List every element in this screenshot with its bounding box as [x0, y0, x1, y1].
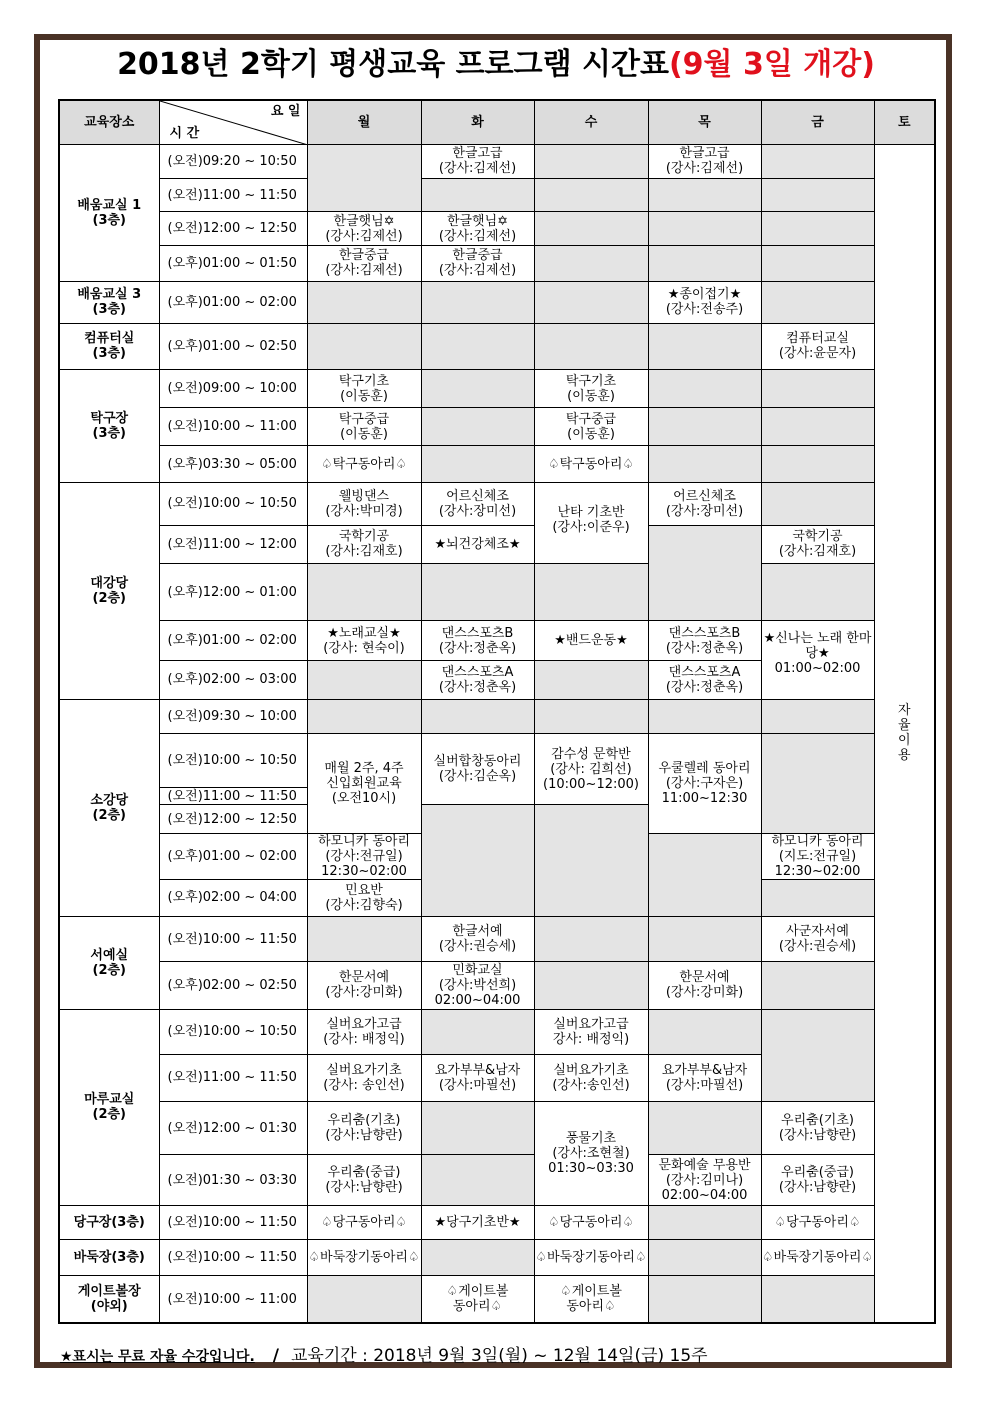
footer: [60, 1341, 708, 1366]
class-cell: ♤탁구동아리♤: [307, 446, 421, 482]
day-tue: 화: [421, 100, 534, 144]
empty-cell: [761, 212, 874, 246]
saturday-cell: 자 율 이 용: [874, 144, 935, 1323]
class-cell: ★뇌건강체조★: [421, 525, 534, 563]
empty-cell: [648, 408, 761, 446]
class-cell: 하모니카 동아리 (강사:전규일) 12:30~02:00: [307, 833, 421, 879]
place-cell: 마루교실 (2층): [59, 1009, 159, 1205]
time-cell: (오전)10:00 ~ 10:50: [159, 734, 307, 788]
class-cell: ♤바둑장기동아리♤: [761, 1239, 874, 1275]
time-cell: (오전)11:00 ~ 11:50: [159, 178, 307, 211]
empty-cell: [761, 564, 874, 621]
day-mon: 월: [307, 100, 421, 144]
place-cell: 배움교실 1 (3층): [59, 144, 159, 281]
title-highlight: (9월 3일 개강): [668, 47, 875, 82]
time-cell: (오전)10:00 ~ 10:50: [159, 482, 307, 525]
class-cell: ♤바둑장기동아리♤: [534, 1239, 648, 1275]
time-cell: (오후)01:00 ~ 02:00: [159, 833, 307, 879]
class-cell: 한글서예 (강사:권승세): [421, 917, 534, 962]
time-cell: (오후)02:00 ~ 02:50: [159, 962, 307, 1009]
time-cell: (오후)01:00 ~ 02:50: [159, 323, 307, 369]
empty-cell: [421, 805, 534, 917]
empty-cell: [307, 281, 421, 323]
class-cell: 풍물기초 (강사:조현철) 01:30~03:30: [534, 1102, 648, 1206]
time-cell: (오전)10:00 ~ 11:00: [159, 408, 307, 446]
place-cell: 대강당 (2층): [59, 482, 159, 699]
empty-cell: [534, 178, 648, 211]
place-cell: 컴퓨터실 (3층): [59, 323, 159, 369]
class-cell: 한글중급 (강사:김제선): [421, 246, 534, 281]
time-cell: (오후)01:00 ~ 02:00: [159, 281, 307, 323]
empty-cell: [421, 1239, 534, 1275]
empty-cell: [648, 833, 761, 916]
time-cell: (오전)12:00 ~ 01:30: [159, 1102, 307, 1155]
class-cell: 실버요가기초 (강사:송인선): [534, 1054, 648, 1101]
time-cell: (오후)02:00 ~ 03:00: [159, 660, 307, 699]
class-cell: 웰빙댄스 (강사:박미경): [307, 482, 421, 525]
time-cell: (오전)10:00 ~ 11:50: [159, 917, 307, 962]
empty-cell: [648, 699, 761, 733]
time-cell: (오전)10:00 ~ 10:50: [159, 1009, 307, 1054]
time-cell: (오전)11:00 ~ 11:50: [159, 1054, 307, 1101]
empty-cell: [761, 1276, 874, 1323]
class-cell: 탁구중급 (이동훈): [534, 408, 648, 446]
time-cell: (오전)11:00 ~ 11:50: [159, 788, 307, 805]
empty-cell: [421, 178, 534, 211]
empty-cell: [421, 408, 534, 446]
class-cell: 요가부부&남자 (강사:마필선): [648, 1054, 761, 1101]
empty-cell: [534, 323, 648, 369]
time-cell: (오전)09:20 ~ 10:50: [159, 144, 307, 178]
class-cell: ♤당구동아리♤: [761, 1205, 874, 1239]
class-cell: 한문서예 (강사:강미화): [307, 962, 421, 1009]
place-cell: 배움교실 3 (3층): [59, 281, 159, 323]
class-cell: ★당구기초반★: [421, 1205, 534, 1239]
empty-cell: [307, 917, 421, 962]
class-cell: ★신나는 노래 한마당★ 01:00~02:00: [761, 621, 874, 699]
class-cell: 민요반 (강사:김향숙): [307, 879, 421, 916]
class-cell: 댄스스포츠B (강사:정춘옥): [648, 621, 761, 660]
class-cell: 국학기공 (강사:김재호): [761, 525, 874, 563]
empty-cell: [761, 962, 874, 1009]
class-cell: ♤바둑장기동아리♤: [307, 1239, 421, 1275]
class-cell: 실버요가고급 (강사: 배정익): [307, 1009, 421, 1054]
education-period: 교육기간 : 2018년 9월 3일(월) ~ 12월 14일(금) 15주: [291, 1346, 708, 1366]
class-cell: 탁구중급 (이동훈): [307, 408, 421, 446]
empty-cell: [761, 408, 874, 446]
empty-cell: [761, 879, 874, 916]
class-cell: 한글햇님✡ (강사:김제선): [307, 212, 421, 246]
place-cell: 서예실 (2층): [59, 917, 159, 1010]
class-cell: 실버합창동아리 (강사:김순옥): [421, 734, 534, 805]
class-cell: 탁구기초 (이동훈): [307, 369, 421, 407]
header-time-label: 시 간: [169, 125, 200, 141]
empty-cell: [648, 1009, 761, 1054]
class-cell: ♤당구동아리♤: [307, 1205, 421, 1239]
day-sat: 토: [874, 100, 935, 144]
empty-cell: [761, 369, 874, 407]
class-cell: 난타 기초반 (강사:이준우): [534, 482, 648, 563]
class-cell: 매월 2주, 4주 신입회원교육 (오전10시): [307, 734, 421, 834]
time-cell: (오후)01:00 ~ 01:50: [159, 246, 307, 281]
class-cell: 어르신체조 (강사:장미선): [648, 482, 761, 525]
day-fri: 금: [761, 100, 874, 144]
class-cell: 한글중급 (강사:김제선): [307, 246, 421, 281]
class-cell: 한글고급 (강사:김제선): [421, 144, 534, 178]
time-cell: (오후)02:00 ~ 04:00: [159, 879, 307, 916]
day-thu: 목: [648, 100, 761, 144]
empty-cell: [648, 525, 761, 621]
header-diagonal: [159, 100, 307, 144]
class-cell: ★종이접기★ (강사:전송주): [648, 281, 761, 323]
time-cell: (오전)12:00 ~ 12:50: [159, 805, 307, 833]
class-cell: 국학기공 (강사:김재호): [307, 525, 421, 563]
timetable: [58, 99, 936, 1324]
empty-cell: [421, 1155, 534, 1205]
empty-cell: [534, 917, 648, 962]
empty-cell: [534, 805, 648, 917]
empty-cell: [761, 246, 874, 281]
place-cell: 당구장(3층): [59, 1205, 159, 1239]
time-cell: (오전)09:00 ~ 10:00: [159, 369, 307, 407]
class-cell: 우리춤(기초) (강사:남향란): [761, 1102, 874, 1155]
class-cell: ♤당구동아리♤: [534, 1205, 648, 1239]
empty-cell: [761, 734, 874, 834]
place-cell: 탁구장 (3층): [59, 369, 159, 482]
class-cell: 우리춤(중급) (강사:남향란): [761, 1155, 874, 1205]
class-cell: 우쿨렐레 동아리 (강사:구자은) 11:00~12:30: [648, 734, 761, 834]
empty-cell: [648, 1276, 761, 1323]
class-cell: 어르신체조 (강사:장미선): [421, 482, 534, 525]
empty-cell: [534, 246, 648, 281]
time-cell: (오후)12:00 ~ 01:00: [159, 564, 307, 621]
empty-cell: [761, 178, 874, 211]
empty-cell: [648, 369, 761, 407]
empty-cell: [648, 446, 761, 482]
empty-cell: [534, 962, 648, 1009]
class-cell: 한글고급 (강사:김제선): [648, 144, 761, 178]
title-main: 2018년 2학기 평생교육 프로그램 시간표: [117, 47, 669, 82]
empty-cell: [648, 1239, 761, 1275]
class-cell: 실버요가기초 (강사: 송인선): [307, 1054, 421, 1101]
empty-cell: [761, 446, 874, 482]
empty-cell: [421, 564, 534, 621]
class-cell: ★노래교실★ (강사: 현숙이): [307, 621, 421, 660]
class-cell: 실버요가고급 강사: 배정익): [534, 1009, 648, 1054]
class-cell: 요가부부&남자 (강사:마필선): [421, 1054, 534, 1101]
header-row: [59, 100, 935, 144]
header-place: 교육장소: [59, 100, 159, 144]
class-cell: 감수성 문학반 (강사: 김희선) (10:00~12:00): [534, 734, 648, 805]
empty-cell: [534, 212, 648, 246]
empty-cell: [421, 323, 534, 369]
empty-cell: [534, 660, 648, 699]
empty-cell: [648, 1102, 761, 1155]
class-cell: 문화예술 무용반 (강사:김미나) 02:00~04:00: [648, 1155, 761, 1205]
class-cell: 댄스스포츠A (강사:정춘옥): [648, 660, 761, 699]
class-cell: 민화교실 (강사:박선희) 02:00~04:00: [421, 962, 534, 1009]
page-title: [40, 40, 952, 90]
empty-cell: [421, 1102, 534, 1155]
empty-cell: [648, 1205, 761, 1239]
time-cell: (오전)10:00 ~ 11:50: [159, 1239, 307, 1275]
empty-cell: [307, 699, 421, 733]
class-cell: 한글햇님✡ (강사:김제선): [421, 212, 534, 246]
empty-cell: [648, 917, 761, 962]
class-cell: 탁구기초 (이동훈): [534, 369, 648, 407]
class-cell: ♤게이트볼 동아리♤: [534, 1276, 648, 1323]
empty-cell: [421, 699, 534, 733]
empty-cell: [421, 281, 534, 323]
time-cell: (오전)12:00 ~ 12:50: [159, 212, 307, 246]
time-cell: (오후)01:00 ~ 02:00: [159, 621, 307, 660]
empty-cell: [307, 660, 421, 699]
class-cell: 하모니카 동아리 (지도:전규일) 12:30~02:00: [761, 833, 874, 879]
time-cell: (오전)10:00 ~ 11:00: [159, 1276, 307, 1323]
class-cell: 댄스스포츠B (강사:정춘옥): [421, 621, 534, 660]
empty-cell: [648, 212, 761, 246]
class-cell: ♤게이트볼 동아리♤: [421, 1276, 534, 1323]
place-cell: 게이트볼장 (야외): [59, 1276, 159, 1323]
empty-cell: [421, 446, 534, 482]
empty-cell: [534, 699, 648, 733]
empty-cell: [307, 1276, 421, 1323]
empty-cell: [534, 281, 648, 323]
time-cell: (오전)01:30 ~ 03:30: [159, 1155, 307, 1205]
class-cell: 컴퓨터교실 (강사:윤문자): [761, 323, 874, 369]
class-cell: 한문서예 (강사:강미화): [648, 962, 761, 1009]
header-day-label: 요 일: [270, 104, 301, 119]
class-cell: ♤탁구동아리♤: [534, 446, 648, 482]
empty-cell: [761, 699, 874, 733]
empty-cell: [761, 281, 874, 323]
day-wed: 수: [534, 100, 648, 144]
class-cell: 사군자서예 (강사:권승세): [761, 917, 874, 962]
empty-cell: [648, 323, 761, 369]
class-cell: 우리춤(기초) (강사:남향란): [307, 1102, 421, 1155]
empty-cell: [307, 144, 421, 211]
empty-cell: [534, 144, 648, 178]
empty-cell: [307, 323, 421, 369]
empty-cell: [761, 144, 874, 178]
empty-cell: [421, 369, 534, 407]
empty-cell: [648, 178, 761, 211]
class-cell: ★밴드운동★: [534, 621, 648, 660]
class-cell: 댄스스포츠A (강사:정춘옥): [421, 660, 534, 699]
empty-cell: [761, 1009, 874, 1102]
empty-cell: [421, 1009, 534, 1054]
empty-cell: [307, 564, 421, 621]
time-cell: (오전)10:00 ~ 11:50: [159, 1205, 307, 1239]
time-cell: (오전)09:30 ~ 10:00: [159, 699, 307, 733]
empty-cell: [648, 246, 761, 281]
place-cell: 소강당 (2층): [59, 699, 159, 916]
place-cell: 바둑장(3층): [59, 1239, 159, 1275]
empty-cell: [534, 564, 648, 621]
time-cell: (오후)03:30 ~ 05:00: [159, 446, 307, 482]
class-cell: 우리춤(중급) (강사:남향란): [307, 1155, 421, 1205]
free-course-note: ★표시는 무료 자율 수강입니다.: [60, 1349, 255, 1365]
empty-cell: [761, 482, 874, 525]
footer-separator: /: [272, 1346, 279, 1366]
time-cell: (오전)11:00 ~ 12:00: [159, 525, 307, 563]
